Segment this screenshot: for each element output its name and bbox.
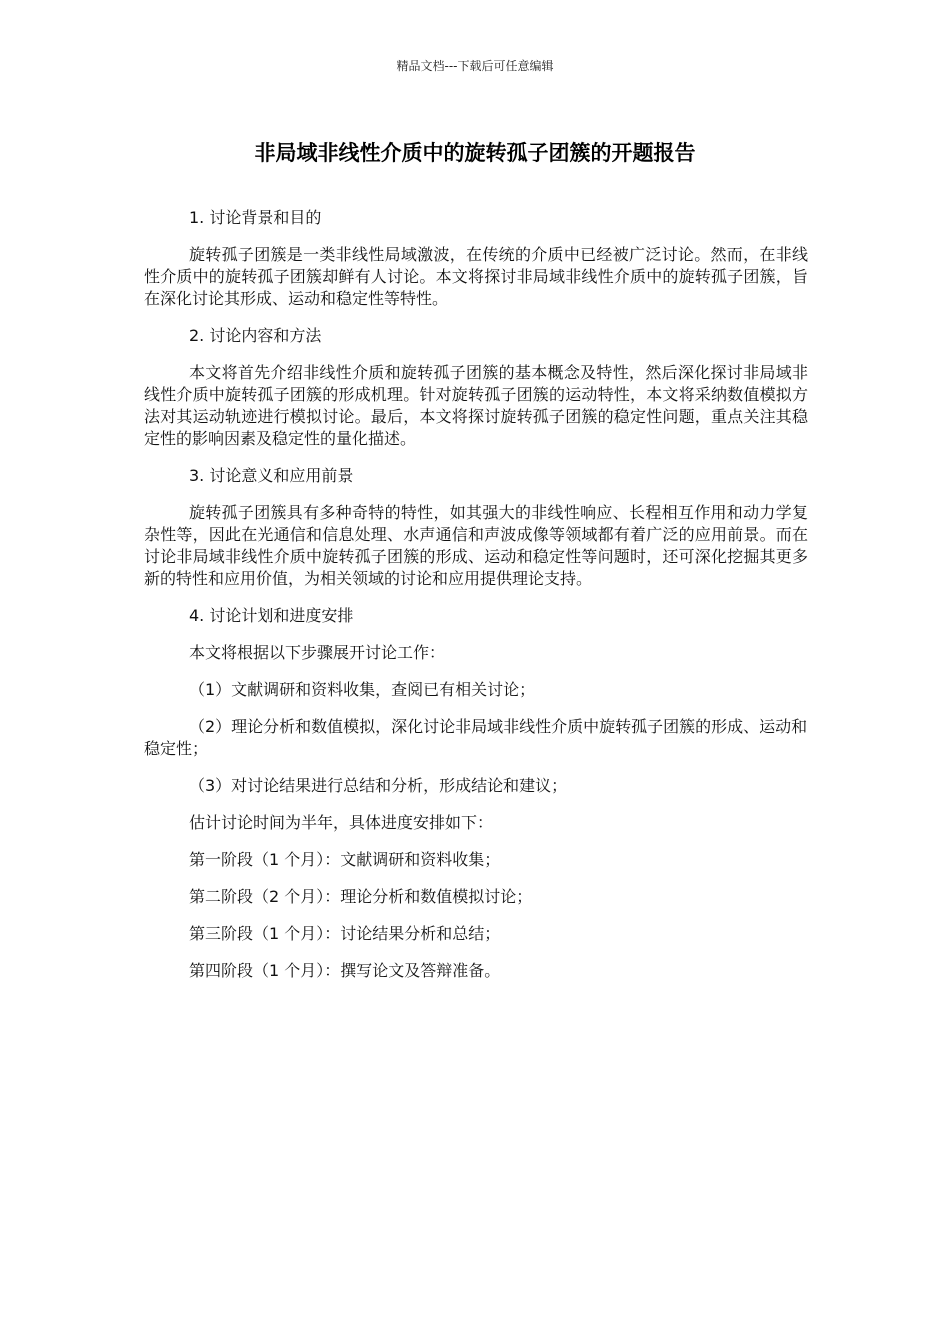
section-heading-content-method: 2. 讨论内容和方法 [189,326,322,345]
schedule-intro: 估计讨论时间为半年，具体进度安排如下： [189,813,494,832]
plan-step: （1）文献调研和资料收集，查阅已有相关讨论； [189,680,536,699]
section-paragraph-background: 旋转孤子团簇是一类非线性局域激波，在传统的介质中已经被广泛讨论。然而，在非线性介质中的旋转孤子团簇却鲜有人讨论。本文将探讨非局域非线性介质中的旋转孤子团簇，旨在深化讨论其形成、运动和稳定性等特性。 [144,245,808,308]
section-heading-significance: 3. 讨论意义和应用前景 [189,466,354,485]
schedule-item: 第三阶段（1 个月）：讨论结果分析和总结； [189,924,501,943]
plan-step: （3）对讨论结果进行总结和分析，形成结论和建议； [189,776,568,795]
document-body [144,207,808,997]
section-paragraph-significance: 旋转孤子团簇具有多种奇特的特性，如其强大的非线性响应、长程相互作用和动力学复杂性等，因此在光通信和信息处理、水声通信和声波成像等领域都有着广泛的应用前景。而在讨论非局域非线性介质中旋转孤子团簇的形成、运动和稳定性等问题时，还可深化挖掘其更多新的特性和应用价值，为相关领域的讨论和应用提供理论支持。 [144,503,808,588]
header-note: 精品文档---下载后可任意编辑 [396,59,554,73]
plan-step: （2）理论分析和数值模拟，深化讨论非局域非线性介质中旋转孤子团簇的形成、运动和稳定性； [144,717,808,758]
section-paragraph-content-method: 本文将首先介绍非线性介质和旋转孤子团簇的基本概念及特性，然后深化探讨非局域非线性介质中旋转孤子团簇的形成机理。针对旋转孤子团簇的运动特性，本文将采纳数值模拟方法对其运动轨迹进行模拟讨论。最后，本文将探讨旋转孤子团簇的稳定性问题，重点关注其稳定性的影响因素及稳定性的量化描述。 [144,363,808,448]
schedule-item: 第一阶段（1 个月）：文献调研和资料收集； [189,850,501,869]
plan-intro: 本文将根据以下步骤展开讨论工作： [189,643,446,662]
schedule-item: 第四阶段（1 个月）：撰写论文及答辩准备。 [189,961,501,980]
section-heading-plan: 4. 讨论计划和进度安排 [189,606,354,625]
section-heading-background: 1. 讨论背景和目的 [189,208,322,227]
document-title: 非局域非线性介质中的旋转孤子团簇的开题报告 [254,141,696,165]
schedule-item: 第二阶段（2 个月）：理论分析和数值模拟讨论； [189,887,533,906]
